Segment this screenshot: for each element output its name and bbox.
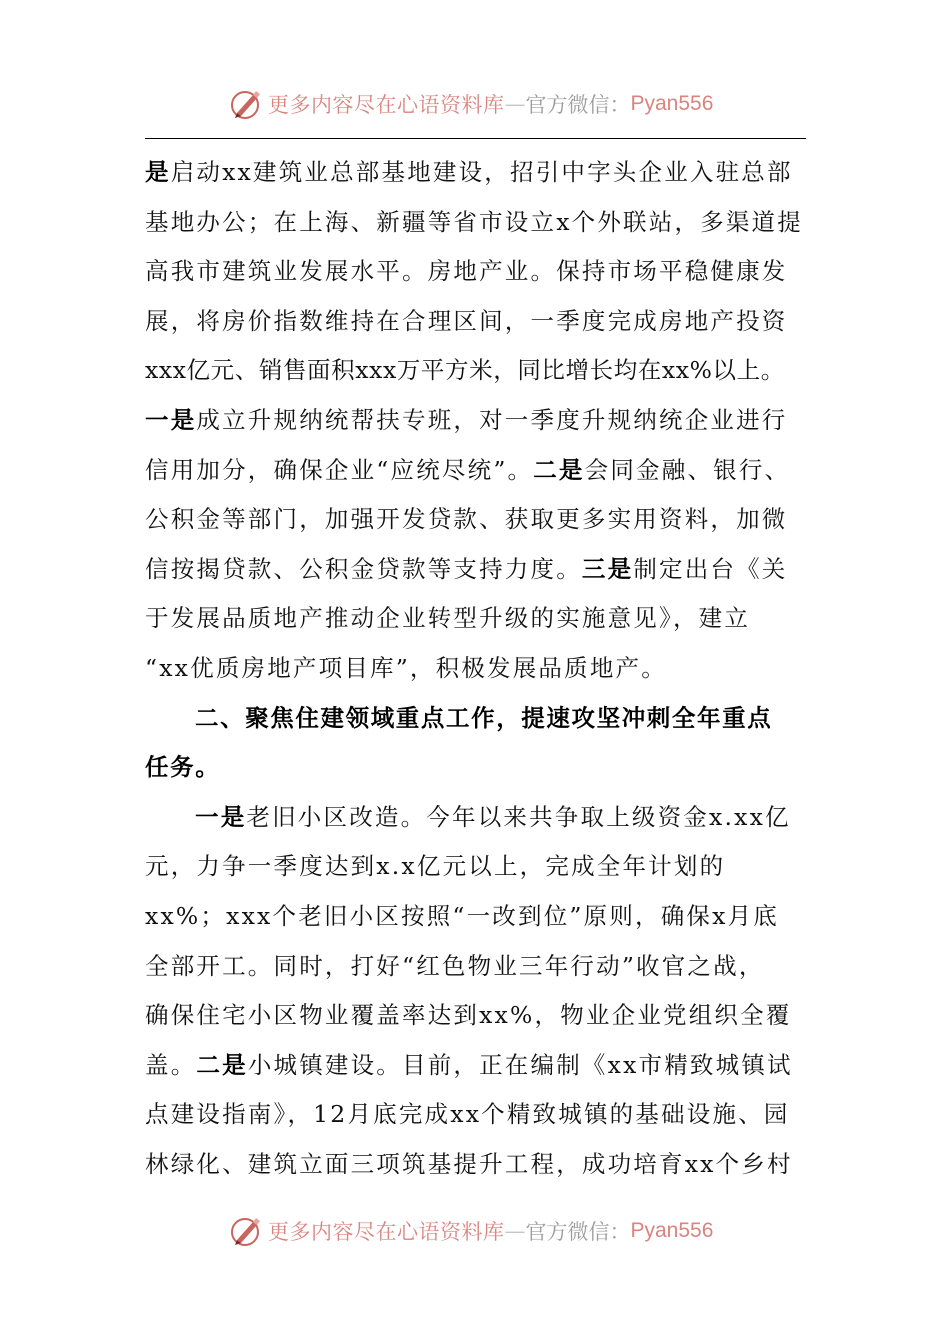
text-line: 于发展品质地产推动企业转型升级的实施意见》，建立 (145, 604, 751, 633)
bold-lead: 三是 (581, 554, 634, 583)
footer-watermark (228, 1211, 713, 1251)
text-line: 信用加分，确保企业“应统尽统”。二是会同金融、银行、 (145, 455, 791, 484)
text-line: 盖。二是小城镇建设。目前，正在编制《xx市精致城镇试 (145, 1050, 793, 1079)
header-rule (145, 138, 806, 139)
text-line: 一是成立升规纳统帮扶专班，对一季度升规纳统企业进行 (145, 405, 788, 434)
text-line: 确保住宅小区物业覆盖率达到xx%，物业企业党组织全覆 (145, 1001, 792, 1030)
footer-dash: — (504, 1219, 526, 1243)
text-line: 基地办公；在上海、新疆等省市设立x个外联站，多渠道提 (145, 207, 803, 236)
text-line: 公积金等部门，加强开发贷款、获取更多实用资料，加微 (145, 505, 788, 534)
header-brand-text: 更多内容尽在心语资料库 (268, 93, 505, 117)
pen-logo-icon (228, 86, 264, 122)
text-line: 点建设指南》，12月底完成xx个精致城镇的基础设施、园 (145, 1100, 790, 1129)
footer-brand-text: 更多内容尽在心语资料库 (268, 1220, 505, 1244)
text-line: xxx亿元、销售面积xxx万平方米，同比增长均在xx%以上。 (145, 356, 785, 385)
header-watermark (228, 84, 713, 124)
footer-contact-id: Pyan556 (630, 1219, 714, 1242)
text-line: xx%；xxx个老旧小区按照“一改到位”原则，确保x月底 (145, 901, 779, 930)
text-line: 元，力争一季度达到x.x亿元以上，完成全年计划的 (145, 852, 726, 881)
document-body (145, 148, 807, 1189)
bold-lead: 一是 (145, 405, 197, 434)
text-line: 全部开工。同时，打好“红色物业三年行动”收官之战， (145, 951, 765, 980)
footer-contact-label: 官方微信： (525, 1220, 631, 1244)
section-heading: 二、聚焦住建领域重点工作，提速攻坚冲刺全年重点 (195, 703, 773, 732)
text-line: 林绿化、建筑立面三项筑基提升工程，成功培育xx个乡村 (145, 1149, 793, 1178)
text-line: 一是老旧小区改造。今年以来共争取上级资金x.xx亿 (195, 802, 791, 831)
section-heading-continued: 任务。 (145, 753, 221, 782)
header-dash: — (504, 92, 526, 116)
header-contact-label: 官方微信： (525, 93, 631, 117)
text-line: 展，将房价指数维持在合理区间，一季度完成房地产投资 (145, 306, 788, 335)
text-line: “xx优质房地产项目库”，积极发展品质地产。 (145, 653, 667, 682)
text-line: 信按揭贷款、公积金贷款等支持力度。三是制定出台《关 (145, 554, 788, 583)
bold-lead: 一是 (195, 802, 247, 831)
bold-lead: 是 (145, 158, 171, 186)
text-line: 高我市建筑业发展水平。房地产业。保持市场平稳健康发 (145, 257, 788, 286)
bold-lead: 二是 (533, 455, 585, 484)
header-contact-id: Pyan556 (630, 92, 714, 115)
text-line: 是启动xx建筑业总部基地建设，招引中字头企业入驻总部 (145, 158, 793, 186)
bold-lead: 二是 (196, 1050, 248, 1079)
pen-logo-icon (228, 1213, 264, 1249)
